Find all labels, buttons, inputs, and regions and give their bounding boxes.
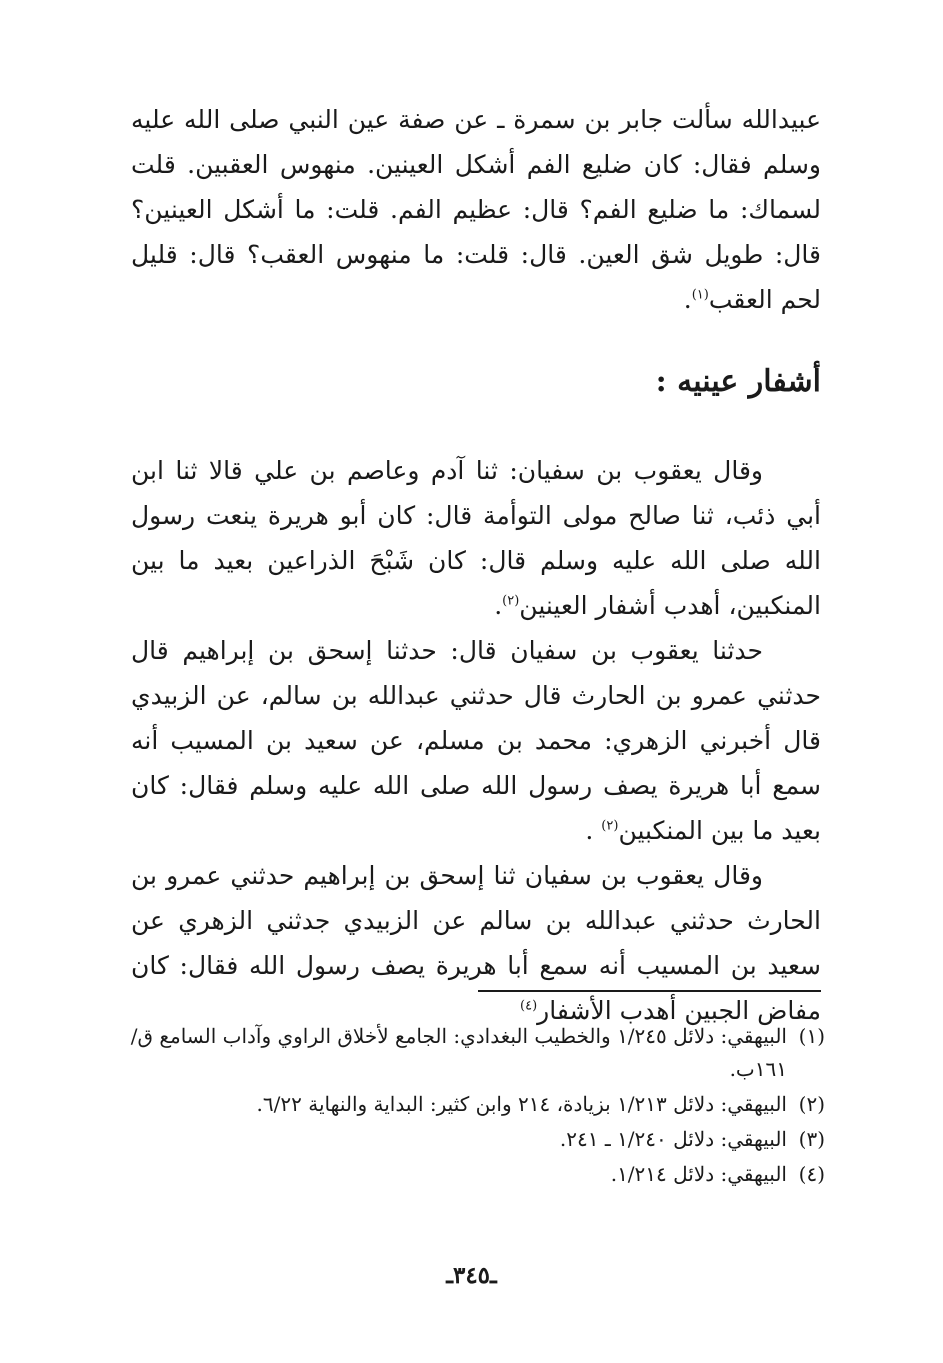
paragraph-text: وقال يعقوب بن سفيان: ثنا آدم وعاصم بن علي قالا ثنا ابن أبي ذئب، ثنا صالح مولى التوأمة قال: كان أبو هريرة ينعت رسول الله صلى الله عليه وسلم قال: كان شَبْحَ الذراعين بعيد ما بين المنكبين، أهدب أشفار العينين: [131, 456, 821, 620]
page-number: ـ٣٤٥ـ: [446, 1262, 497, 1289]
paragraph: [131, 853, 821, 1033]
footnote-number: (٤): [798, 1162, 825, 1186]
footnote-number: (٣): [798, 1127, 825, 1151]
footnotes: [125, 1020, 825, 1193]
footnote-number: (٢): [798, 1092, 825, 1116]
body-text: [131, 448, 821, 1033]
section-heading: أشفار عينيه :: [655, 364, 821, 399]
footnote-ref-1: (١): [691, 287, 709, 303]
footnote-divider: [478, 990, 821, 992]
footnote-number: (١): [798, 1024, 825, 1048]
footnote-item: [125, 1123, 825, 1156]
intro-end: .: [683, 285, 692, 314]
paragraph-end: .: [494, 591, 503, 620]
paragraph: [131, 628, 821, 853]
footnote-item: [125, 1158, 825, 1191]
footnote-ref-4: (٤): [520, 998, 538, 1014]
intro-text: عبيدالله سألت جابر بن سمرة ـ عن صفة عين النبي صلى الله عليه وسلم فقال: كان ضليع الفم أشكل العينين. منهوس العقبين. قلت لسماك: ما ضليع الفم؟ قال: عظيم الفم. قلت: ما أشكل العينين؟ قال: طويل شق العين. قال: قلت: ما منهوس العقب؟ قال: قليل لحم العقب: [131, 105, 821, 314]
footnote-text: البيهقي: دلائل ١/٢٤٥ والخطيب البغدادي: الجامع لأخلاق الراوي وآداب السامع ق/١٦١ب.: [130, 1024, 787, 1081]
paragraph-text: وقال يعقوب بن سفيان ثنا إسحق بن إبراهيم حدثني عمرو بن الحارث حدثني عبدالله بن سالم عن الزبيدي جدثني الزهري عن سعيد بن المسيب أنه سمع أبا هريرة يصف رسول الله فقال: كان مفاض الجبين أهدب الأشفار: [131, 861, 821, 1025]
paragraph-text: حدثنا يعقوب بن سفيان قال: حدثنا إسحق بن إبراهيم قال حدثني عمرو بن الحارث قال حدثني عبدالله بن سالم، عن الزبيدي قال أخبرني الزهري: محمد بن مسلم، عن سعيد بن المسيب أنه سمع أبا هريرة يصف رسول الله صلى الله عليه وسلم فقال: كان بعيد ما بين المنكبين: [131, 636, 821, 845]
intro-paragraph: [131, 97, 821, 322]
paragraph-end: .: [585, 816, 602, 845]
footnote-text: البيهقي: دلائل ١/٢١٣ بزيادة، ٢١٤ وابن كثير: البداية والنهاية ٦/٢٢.: [256, 1092, 787, 1116]
footnote-item: [125, 1088, 825, 1121]
paragraph: [131, 448, 821, 628]
footnote-text: البيهقي: دلائل ١/٢٤٠ ـ ٢٤١.: [559, 1127, 787, 1151]
footnote-ref-2b: (٢): [601, 818, 619, 834]
footnote-item: [125, 1020, 825, 1086]
footnote-ref-2: (٢): [502, 593, 520, 609]
footnote-text: البيهقي: دلائل ١/٢١٤.: [610, 1162, 787, 1186]
